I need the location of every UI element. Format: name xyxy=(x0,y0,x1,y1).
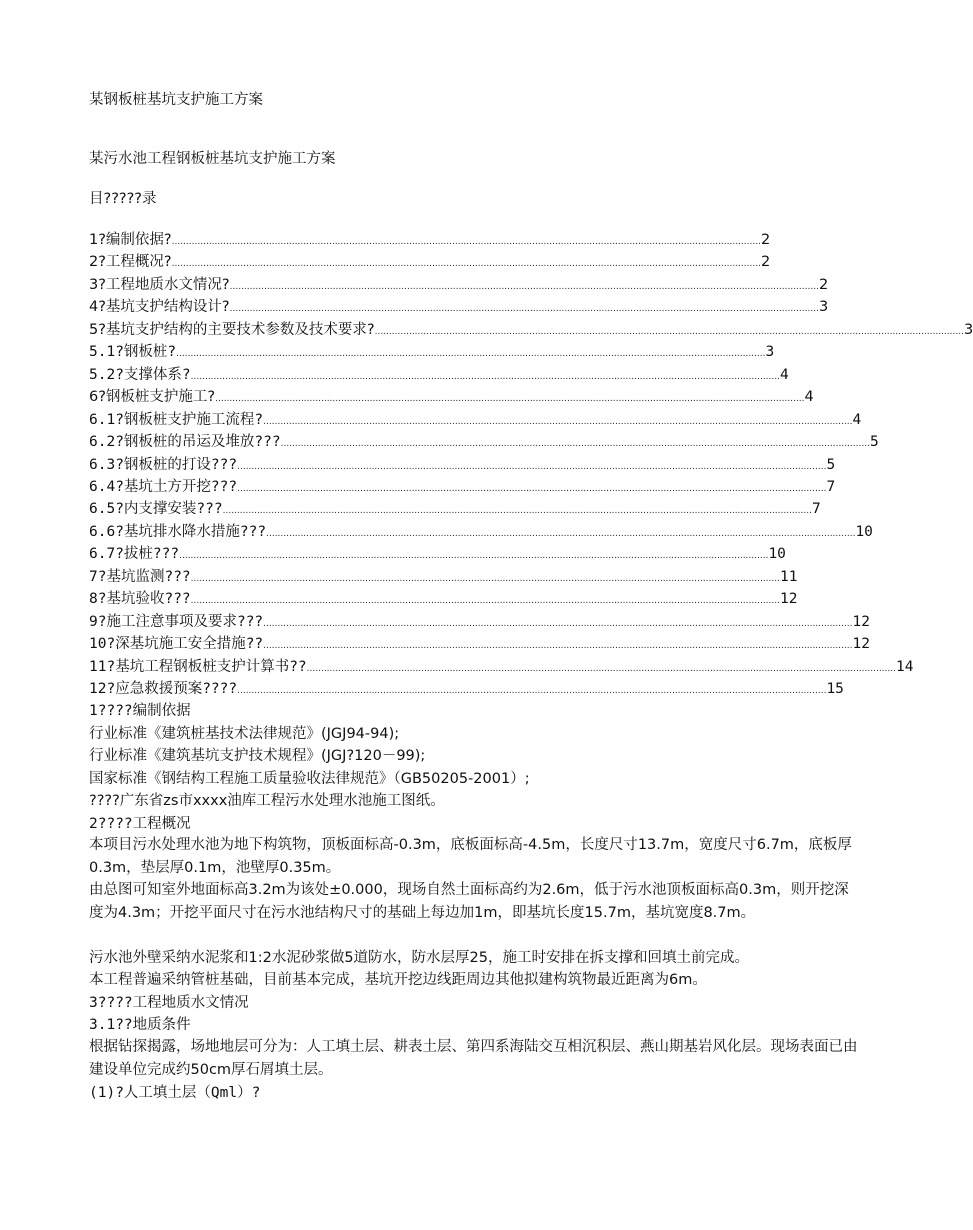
toc-leader-dots: .............................................................................................................................................................................................................. xyxy=(237,686,827,696)
toc-entry-page: 2 xyxy=(818,277,829,293)
toc-entry-label: 1?编制依据? xyxy=(89,232,172,248)
toc-entry-page: 3 xyxy=(818,299,829,315)
document-title: 某钢板桩基坑支护施工方案 xyxy=(89,92,263,108)
toc-leader-dots: .............................................................................................................................................................................................................. xyxy=(229,282,819,292)
toc-leader-dots: .............................................................................................................................................................................................................. xyxy=(374,327,964,337)
toc-entry[interactable] xyxy=(89,320,973,340)
toc-entry[interactable] xyxy=(89,342,775,362)
body-paragraph: 根据钻探揭露，场地地层可分为：人工填土层、耕表土层、第四系海陆交互相沉积层、燕山期基岩风化层。现场表面已由建设单位完成约50cm厚石屑填土层。 xyxy=(89,1039,858,1078)
toc-entry[interactable] xyxy=(89,252,771,272)
toc-entry-label: 6.7?拔桩??? xyxy=(89,546,180,562)
toc-leader-dots: .............................................................................................................................................................................................................. xyxy=(263,417,853,427)
toc-entry[interactable] xyxy=(89,589,798,609)
toc-entry[interactable] xyxy=(89,297,829,317)
toc-entry-page: 2 xyxy=(760,254,771,270)
toc-entry[interactable] xyxy=(89,477,836,497)
toc-entry-page: 12 xyxy=(780,591,798,607)
toc-leader-dots: .............................................................................................................................................................................................................. xyxy=(215,394,805,404)
toc-entry[interactable] xyxy=(89,365,789,385)
toc-leader-dots: .............................................................................................................................................................................................................. xyxy=(237,462,827,472)
toc-entry[interactable] xyxy=(89,432,879,452)
body-paragraph: 本工程普遍采纳管桩基础，目前基本完成，基坑开挖边线距周边其他拟建构筑物最近距离为6m。 xyxy=(89,972,707,988)
toc-entry-label: 2?工程概况? xyxy=(89,254,172,270)
section-heading: 2????工程概况 xyxy=(89,816,191,832)
reference-item: 国家标准《钢结构工程施工质量验收法律规范》（GB50205-2001）; xyxy=(89,771,530,787)
toc-entry[interactable] xyxy=(89,657,914,677)
toc-entry[interactable] xyxy=(89,679,844,699)
toc-entry-label: 3?工程地质水文情况? xyxy=(89,277,230,293)
toc-leader-dots: .............................................................................................................................................................................................................. xyxy=(222,506,812,516)
toc-entry-label: 7?基坑监测??? xyxy=(89,569,191,585)
toc-entry[interactable] xyxy=(89,230,771,250)
toc-entry-label: 5?基坑支护结构的主要技术参数及技术要求? xyxy=(89,322,375,338)
toc-entry-page: 4 xyxy=(780,367,789,383)
toc-entry-page: 3 xyxy=(963,322,973,338)
toc-entry-page: 5 xyxy=(869,434,879,450)
toc-entry[interactable] xyxy=(89,275,829,295)
section-heading: 3????工程地质水文情况 xyxy=(89,995,249,1011)
toc-entry-page: 15 xyxy=(826,681,844,697)
toc-leader-dots: .............................................................................................................................................................................................................. xyxy=(263,641,853,651)
toc-entry-label: 11?基坑工程钢板桩支护计算书?? xyxy=(89,659,307,675)
list-item: (1)?人工填土层（Qml）? xyxy=(89,1085,261,1101)
toc-entry-page: 12 xyxy=(852,614,870,630)
toc-entry-label: 10?深基坑施工安全措施?? xyxy=(89,636,264,652)
toc-entry-page: 10 xyxy=(855,524,873,540)
toc-heading: 目?????录 xyxy=(89,191,157,207)
toc-leader-dots: .............................................................................................................................................................................................................. xyxy=(306,664,896,674)
toc-entry-page: 5 xyxy=(826,457,836,473)
toc-entry[interactable] xyxy=(89,567,798,587)
toc-entry-label: 6.4?基坑土方开挖??? xyxy=(89,479,238,495)
toc-entry-label: 5.2?支撑体系? xyxy=(89,367,191,383)
toc-entry-page: 11 xyxy=(780,569,798,585)
toc-entry-page: 12 xyxy=(852,636,870,652)
toc-leader-dots: .............................................................................................................................................................................................................. xyxy=(176,349,766,359)
toc-entry-page: 7 xyxy=(826,479,836,495)
toc-entry[interactable] xyxy=(89,455,836,475)
toc-leader-dots: .............................................................................................................................................................................................................. xyxy=(171,259,761,269)
toc-entry-page: 10 xyxy=(768,546,786,562)
toc-entry[interactable] xyxy=(89,544,786,564)
body-paragraph: 污水池外壁采纳水泥浆和1:2水泥砂浆做5道防水，防水层厚25，施工时安排在拆支撑和回填土前完成。 xyxy=(89,950,750,966)
toc-leader-dots: .............................................................................................................................................................................................................. xyxy=(263,619,853,629)
toc-entry-label: 12?应急救援预案???? xyxy=(89,681,238,697)
toc-entry-label: 6.6?基坑排水降水措施??? xyxy=(89,524,267,540)
reference-item: 行业标准《建筑基坑支护技术规程》(JGJ?120－99); xyxy=(89,748,426,764)
toc-entry-label: 6.5?内支撑安装??? xyxy=(89,501,223,517)
toc-entry[interactable] xyxy=(89,387,814,407)
toc-entry-label: 6?钢板桩支护施工? xyxy=(89,389,216,405)
toc-leader-dots: .............................................................................................................................................................................................................. xyxy=(190,574,780,584)
toc-entry-label: 8?基坑验收??? xyxy=(89,591,191,607)
toc-entry-page: 7 xyxy=(811,501,821,517)
toc-entry-page: 4 xyxy=(852,412,862,428)
reference-item: 行业标准《建筑桩基技术法律规范》(JGJ94-94); xyxy=(89,726,400,742)
body-paragraph: 由总图可知室外地面标高3.2m为该处±0.000，现场自然土面标高约为2.6m，低于污水池顶板面标高0.3m，则开挖深度为4.3m；开挖平面尺寸在污水池结构尺寸的基础上每边加1m，即基坑长度15.7m，基坑宽度8.7m。 xyxy=(89,882,849,921)
toc-entry-label: 6.2?钢板桩的吊运及堆放??? xyxy=(89,434,281,450)
toc-entry-page: 14 xyxy=(896,659,914,675)
toc-leader-dots: .............................................................................................................................................................................................................. xyxy=(280,439,870,449)
toc-leader-dots: .............................................................................................................................................................................................................. xyxy=(266,529,856,539)
toc-entry[interactable] xyxy=(89,410,862,430)
toc-entry-label: 5.1?钢板桩? xyxy=(89,344,177,360)
toc-entry-label: 9?施工注意事项及要求??? xyxy=(89,614,264,630)
toc-entry[interactable] xyxy=(89,522,873,542)
body-paragraph: 本项目污水处理水池为地下构筑物，顶板面标高-0.3m，底板面标高-4.5m，长度尺寸13.7m，宽度尺寸6.7m，底板厚0.3m，垫层厚0.1m，池壁厚0.35m。 xyxy=(89,837,852,876)
toc-leader-dots: .............................................................................................................................................................................................................. xyxy=(171,237,761,247)
toc-entry-label: 6.3?钢板桩的打设??? xyxy=(89,457,238,473)
toc-leader-dots: .............................................................................................................................................................................................................. xyxy=(190,596,780,606)
toc-entry-page: 2 xyxy=(760,232,771,248)
document-subtitle: 某污水池工程钢板桩基坑支护施工方案 xyxy=(89,151,336,167)
reference-item: ????广东省zs市xxxx油库工程污水处理水池施工图纸。 xyxy=(89,793,445,809)
toc-entry-label: 4?基坑支护结构设计? xyxy=(89,299,230,315)
section-heading: 1????编制依据 xyxy=(89,703,191,719)
toc-leader-dots: .............................................................................................................................................................................................................. xyxy=(237,484,827,494)
toc-leader-dots: .............................................................................................................................................................................................................. xyxy=(190,372,780,382)
toc-leader-dots: .............................................................................................................................................................................................................. xyxy=(179,551,769,561)
toc-entry-page: 3 xyxy=(765,344,775,360)
toc-leader-dots: .............................................................................................................................................................................................................. xyxy=(229,304,819,314)
toc-entry[interactable] xyxy=(89,612,870,632)
toc-entry[interactable] xyxy=(89,634,870,654)
toc-entry[interactable] xyxy=(89,499,821,519)
toc-entry-page: 4 xyxy=(804,389,814,405)
subsection-heading: 3.1??地质条件 xyxy=(89,1017,191,1033)
toc-entry-label: 6.1?钢板桩支护施工流程? xyxy=(89,412,264,428)
